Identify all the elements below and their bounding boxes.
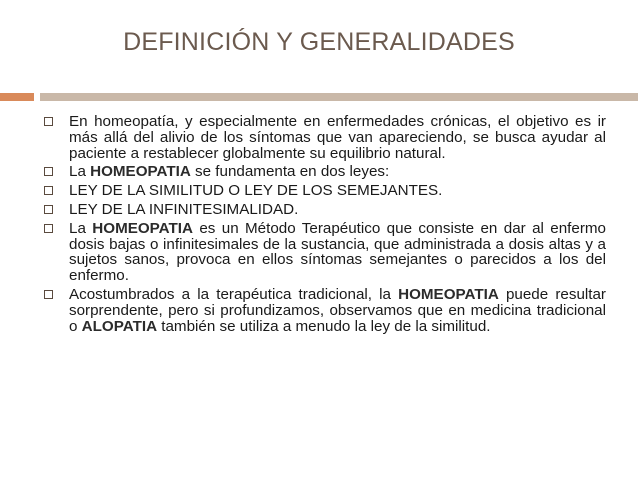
square-bullet-icon: [44, 167, 53, 176]
list-item: [44, 202, 606, 218]
square-bullet-icon: [44, 224, 53, 233]
item-text: puede resultar sorprendente, pero si profundizamos, observamos que en medicina tradicional o: [69, 285, 606, 335]
title-accent-bar: [0, 93, 34, 101]
list-item: [44, 164, 606, 180]
slide-title: DEFINICIÓN Y GENERALIDADES: [123, 28, 515, 56]
list-item: [44, 221, 606, 284]
square-bullet-icon: [44, 186, 53, 195]
item-text: se fundamenta en dos leyes:: [190, 163, 390, 181]
item-text: En homeopatía, y especialmente en enfermedades crónicas, el objetivo es ir más allá del alivio de los síntomas que van apareciendo, se busca ayudar al paciente a restablecer globalmente su equilibrio natural.: [69, 113, 606, 162]
item-bold-text: HOMEOPATIA: [90, 163, 191, 181]
list-item: [44, 114, 606, 161]
item-text: La: [69, 219, 93, 237]
item-text: Acostumbrados a la terapéutica tradicional, la: [69, 285, 399, 303]
square-bullet-icon: [44, 290, 53, 299]
item-text: La: [69, 163, 91, 181]
item-text: también se utiliza a menudo la ley de la similitud.: [157, 317, 491, 335]
list-item: [44, 183, 606, 199]
list-item: [44, 287, 606, 334]
square-bullet-icon: [44, 205, 53, 214]
item-bold-text: HOMEOPATIA: [398, 285, 499, 303]
item-text: LEY DE LA INFINITESIMALIDAD.: [69, 200, 299, 218]
square-bullet-icon: [44, 117, 53, 126]
item-bold-text: HOMEOPATIA: [92, 219, 193, 237]
item-bold-text: ALOPATIA: [81, 317, 158, 335]
bullet-list: [44, 114, 606, 337]
item-text: LEY DE LA SIMILITUD O LEY DE LOS SEMEJANTES.: [69, 182, 443, 200]
title-divider-bar: [40, 93, 638, 101]
item-text: es un Método Terapéutico que consiste en dar al enfermo dosis bajas o infinitesimales de la sustancia, que administrada a dosis altas y a sujetos sanos, provoca en ellos síntomas semejantes o parecidos a los del enfermo.: [69, 219, 606, 285]
